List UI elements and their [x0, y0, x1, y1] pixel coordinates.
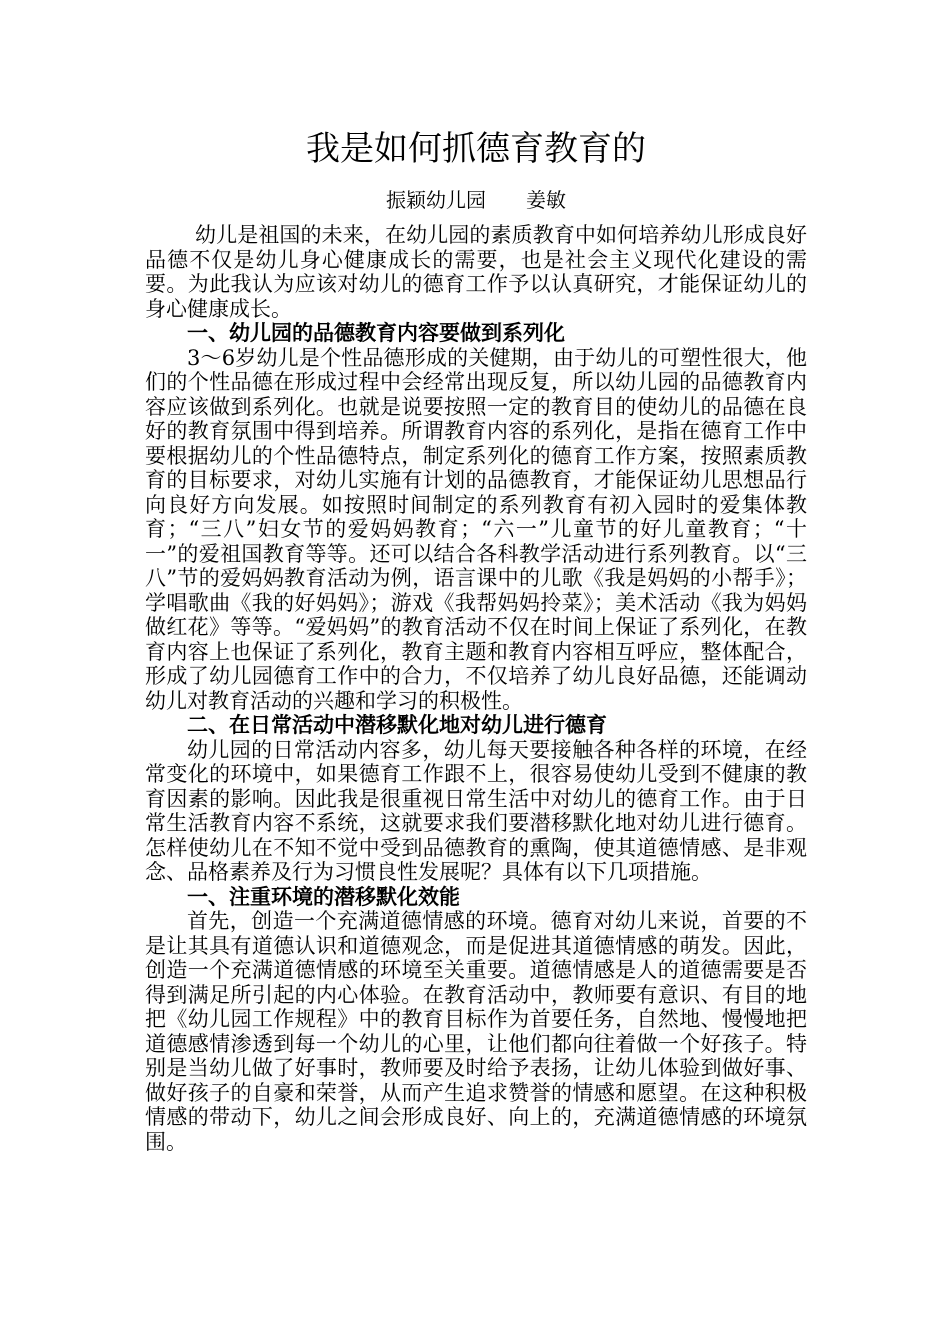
author-organization: 振颖幼儿园: [386, 188, 486, 212]
document-title: 我是如何抓德育教育的: [306, 129, 646, 169]
section-body-2: 幼儿园的日常活动内容多，幼儿每天要接触各种各样的环境，在经常变化的环境中，如果德育工作跟不上，很容易使幼儿受到不健康的教育因素的影响。因此我是很重视日常生活中对幼儿的德育工作。由于日常生活教育内容不系统，这就要求我们要潜移默化地对幼儿进行德育。怎样使幼儿在不知不觉中受到品德教育的熏陶，使其道德情感、是非观念、品格素养及行为习惯良性发展呢？具体有以下几项措施。: [145, 737, 807, 884]
section-body-3: 首先，创造一个充满道德情感的环境。德育对幼儿来说，首要的不是让其具有道德认识和道德观念，而是促进其道德情感的萌发。因此，创造一个充满道德情感的环境至关重要。道德情感是人的道德需要是否得到满足所引起的内心体验。在教育活动中，教师要有意识、有目的地把《幼儿园工作规程》中的教育目标作为首要任务，自然地、慢慢地把道德感情渗透到每一个幼儿的心里，让他们都向往着做一个好孩子。特别是当幼儿做了好事时，教师要及时给予表扬，让幼儿体验到做好事、做好孩子的自豪和荣誉，从而产生追求赞誉的情感和愿望。在这种积极情感的带动下，幼儿之间会形成良好、向上的，充满道德情感的环境氛围。: [145, 909, 807, 1154]
section-heading-3: 一、注重环境的潜移默化效能: [187, 883, 460, 909]
byline: [145, 185, 807, 215]
section-heading-1: 一、幼儿园的品德教育内容要做到系列化: [187, 320, 565, 345]
intro-paragraph: 幼儿是祖国的未来，在幼儿园的素质教育中如何培养幼儿形成良好品德不仅是幼儿身心健康成长的需要，也是社会主义现代化建设的需要。为此我认为应该对幼儿的德育工作予以认真研究，才能保证幼儿的身心健康成长。: [145, 223, 807, 321]
section-heading-2: 二、在日常活动中潜移默化地对幼儿进行德育: [187, 712, 607, 737]
section-body-1: 3～6岁幼儿是个性品德形成的关健期，由于幼儿的可塑性很大，他们的个性品德在形成过程中会经常出现反复，所以幼儿园的品德教育内容应该做到系列化。也就是说要按照一定的教育目的使幼儿的品德在良好的教育氛围中得到培养。所谓教育内容的系列化，是指在德育工作中要根据幼儿的个性品德特点，制定系列化的德育工作方案，按照素质教育的目标要求，对幼儿实施有计划的品德教育，才能保证幼儿思想品行向良好方向发展。如按照时间制定的系列教育有初入园时的爱集体教育；“三八”妇女节的爱妈妈教育；“六一”儿童节的好儿童教育；“十一”的爱祖国教育等等。还可以结合各科教学活动进行系列教育。以“三八”节的爱妈妈教育活动为例，语言课中的儿歌《我是妈妈的小帮手》；学唱歌曲《我的好妈妈》；游戏《我帮妈妈拎菜》；美术活动《我为妈妈做红花》等等。“爱妈妈”的教育活动不仅在时间上保证了系列化，在教育内容上也保证了系列化，教育主题和教育内容相互呼应，整体配合，形成了幼儿园德育工作中的合力，不仅培养了幼儿良好品德，还能调动幼儿对教育活动的兴趣和学习的积极性。: [145, 345, 807, 713]
document-page: [145, 125, 807, 1154]
author-name: 姜敏: [526, 188, 566, 212]
